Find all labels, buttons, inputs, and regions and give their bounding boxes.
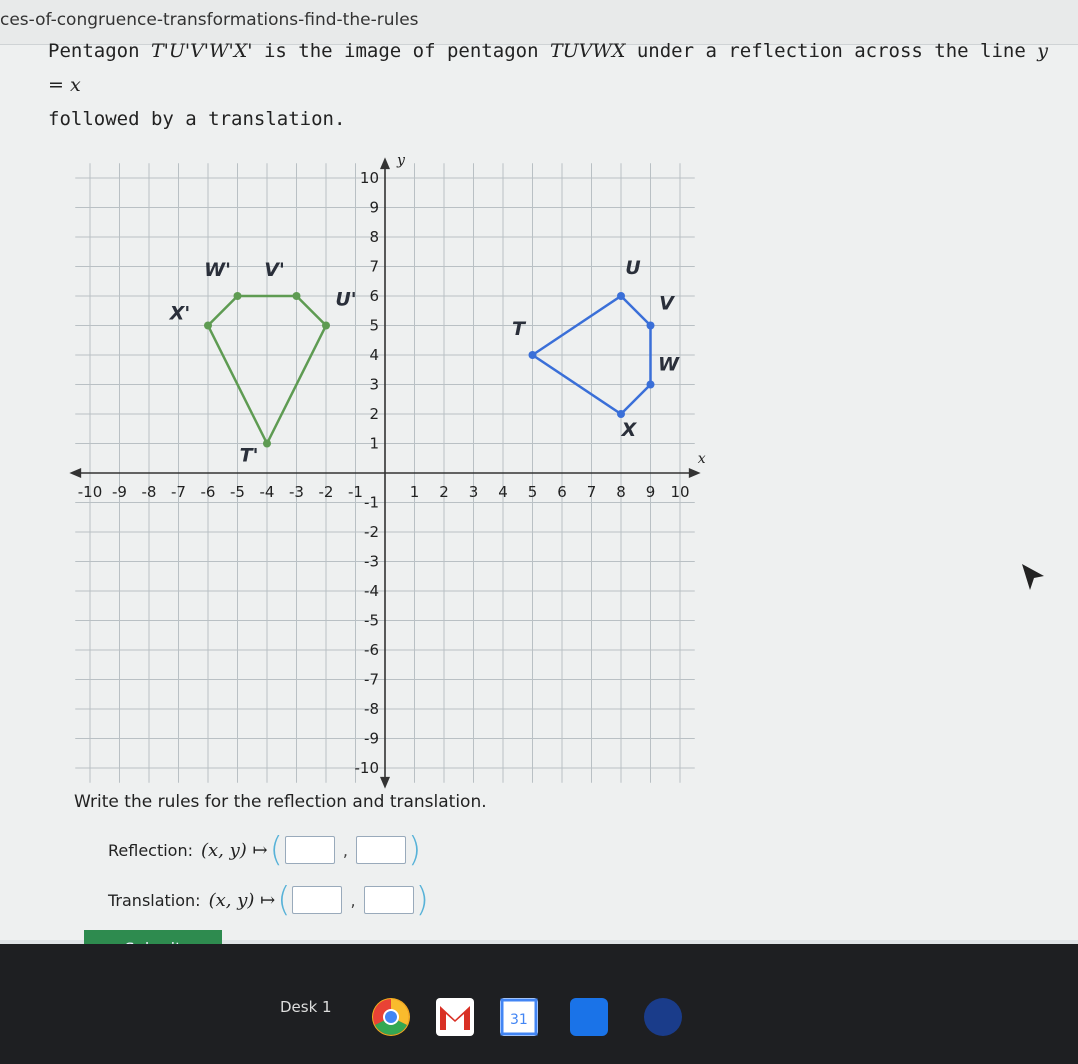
x-tick-label: -3 xyxy=(289,483,304,501)
x-tick-label: 7 xyxy=(586,483,597,501)
x-tick-label: 2 xyxy=(439,483,449,501)
y-tick-label: 4 xyxy=(369,346,379,364)
pentagon-tuvwx-vertex xyxy=(617,410,625,418)
reflection-rule-row xyxy=(108,830,423,870)
pentagon-tuvwx-vertex xyxy=(617,292,625,300)
x-axis-arrow-left xyxy=(69,468,81,478)
gmail-icon[interactable] xyxy=(436,998,474,1036)
translation-y-input[interactable] xyxy=(364,886,414,914)
coordinate-graph xyxy=(77,130,718,810)
x-tick-label: -9 xyxy=(112,483,127,501)
x-tick-label: 6 xyxy=(557,483,567,501)
y-tick-label: 6 xyxy=(369,287,379,305)
vertex-label: U' xyxy=(335,288,357,311)
y-tick-label: -9 xyxy=(364,729,379,748)
calendar-icon[interactable] xyxy=(500,998,538,1036)
x-tick-label: -10 xyxy=(77,483,103,501)
x-tick-label: -5 xyxy=(230,483,245,501)
translation-label: Translation: xyxy=(108,890,201,910)
y-tick-label: -10 xyxy=(354,759,379,777)
x-tick-label: 5 xyxy=(527,483,538,501)
reflection-y-input[interactable] xyxy=(356,836,406,864)
y-tick-label: 3 xyxy=(369,375,379,394)
y-tick-label: 1 xyxy=(369,434,379,453)
question-text: Write the rules for the reflection and translation. xyxy=(74,792,487,812)
reflection-close-paren: ) xyxy=(407,830,422,870)
reflection-comma: , xyxy=(342,840,348,860)
y-tick-label: 7 xyxy=(369,257,379,276)
x-tick-label: -2 xyxy=(318,483,334,501)
problem-text-mid: is the image of pentagon xyxy=(252,40,550,62)
image-pentagon-name: T'U'V'W'X' xyxy=(150,40,253,62)
pentagon-tuvwx-vertex xyxy=(529,351,537,359)
translation-open-paren: ( xyxy=(277,880,291,920)
x-tick-label: -4 xyxy=(259,483,275,501)
vertex-label: X xyxy=(621,419,637,441)
x-axis-label: x xyxy=(697,451,706,467)
x-tick-label: -7 xyxy=(171,483,186,501)
x-tick-label: -1 xyxy=(348,483,363,501)
y-axis-arrow-up xyxy=(380,157,390,169)
vertex-label: X' xyxy=(169,302,191,325)
mouse-cursor-icon xyxy=(1020,562,1046,592)
reflection-label: Reflection: xyxy=(108,840,193,860)
y-tick-label: 2 xyxy=(369,405,379,423)
translation-close-paren: ) xyxy=(415,880,429,920)
translation-expr: (x, y) ↦ xyxy=(208,889,276,911)
y-axis-label: y xyxy=(397,152,405,169)
x-tick-label: 3 xyxy=(468,483,479,501)
translation-rule-row xyxy=(108,880,431,920)
y-tick-label: -8 xyxy=(364,700,379,718)
problem-text-start: Pentagon xyxy=(48,40,151,62)
x-axis-arrow-right xyxy=(689,468,701,478)
y-tick-label: -5 xyxy=(364,611,379,630)
x-tick-label: 9 xyxy=(645,483,656,501)
pentagon-image-vertex xyxy=(322,322,330,330)
vertex-label: W xyxy=(658,353,679,376)
x-tick-label: 8 xyxy=(616,483,626,501)
y-tick-label: 9 xyxy=(369,198,379,217)
files-icon[interactable] xyxy=(570,998,608,1036)
pentagon-tuvwx-vertex xyxy=(647,381,655,389)
chrome-icon[interactable] xyxy=(372,998,410,1036)
reflection-x-input[interactable] xyxy=(285,836,335,864)
x-tick-label: 4 xyxy=(498,483,508,501)
taskbar xyxy=(0,944,1078,1064)
translation-comma: , xyxy=(350,890,356,910)
desk-label[interactable]: Desk 1 xyxy=(280,998,332,1016)
y-tick-label: 8 xyxy=(369,228,379,246)
pentagon-image-vertex xyxy=(263,440,271,448)
y-tick-label: -1 xyxy=(364,493,379,512)
pre-image-pentagon-name: TUVWX xyxy=(549,40,626,62)
y-tick-label: -4 xyxy=(364,582,379,600)
vertex-label: U xyxy=(625,257,641,279)
pentagon-tuvwx-vertex xyxy=(647,322,655,330)
vertex-label: V xyxy=(659,292,674,315)
reflection-expr: (x, y) ↦ xyxy=(201,839,268,861)
problem-text-line2: followed by a translation. xyxy=(48,108,346,130)
vertex-label: V' xyxy=(264,259,285,281)
x-tick-label: -6 xyxy=(200,483,216,501)
translation-x-input[interactable] xyxy=(292,886,342,914)
y-tick-label: -7 xyxy=(364,670,379,689)
y-tick-label: -3 xyxy=(364,552,379,571)
x-tick-label: -8 xyxy=(141,483,157,501)
y-tick-label: -2 xyxy=(364,523,379,541)
x-tick-label: 1 xyxy=(409,483,420,501)
pentagon-image-vertex xyxy=(293,292,301,300)
docs-icon[interactable] xyxy=(644,998,682,1036)
reflection-line-equation: y = x xyxy=(48,40,1048,96)
url-text: ces-of-congruence-transformations-find-the-rules xyxy=(0,10,419,30)
y-tick-label: -6 xyxy=(364,641,379,659)
y-tick-label: 10 xyxy=(359,169,379,187)
pentagon-image-vertex xyxy=(204,322,212,330)
svg-text:31: 31 xyxy=(510,1012,528,1028)
reflection-open-paren: ( xyxy=(269,830,283,870)
y-axis-arrow-down xyxy=(380,777,390,789)
x-tick-label: 10 xyxy=(670,483,690,501)
y-tick-label: 5 xyxy=(369,316,379,335)
vertex-label: W' xyxy=(204,259,231,281)
pentagon-image-vertex xyxy=(234,292,242,300)
vertex-label: T xyxy=(512,318,525,340)
vertex-label: T' xyxy=(239,444,259,467)
problem-statement xyxy=(48,34,1058,136)
problem-text-end: under a reflection across the line xyxy=(625,40,1038,62)
